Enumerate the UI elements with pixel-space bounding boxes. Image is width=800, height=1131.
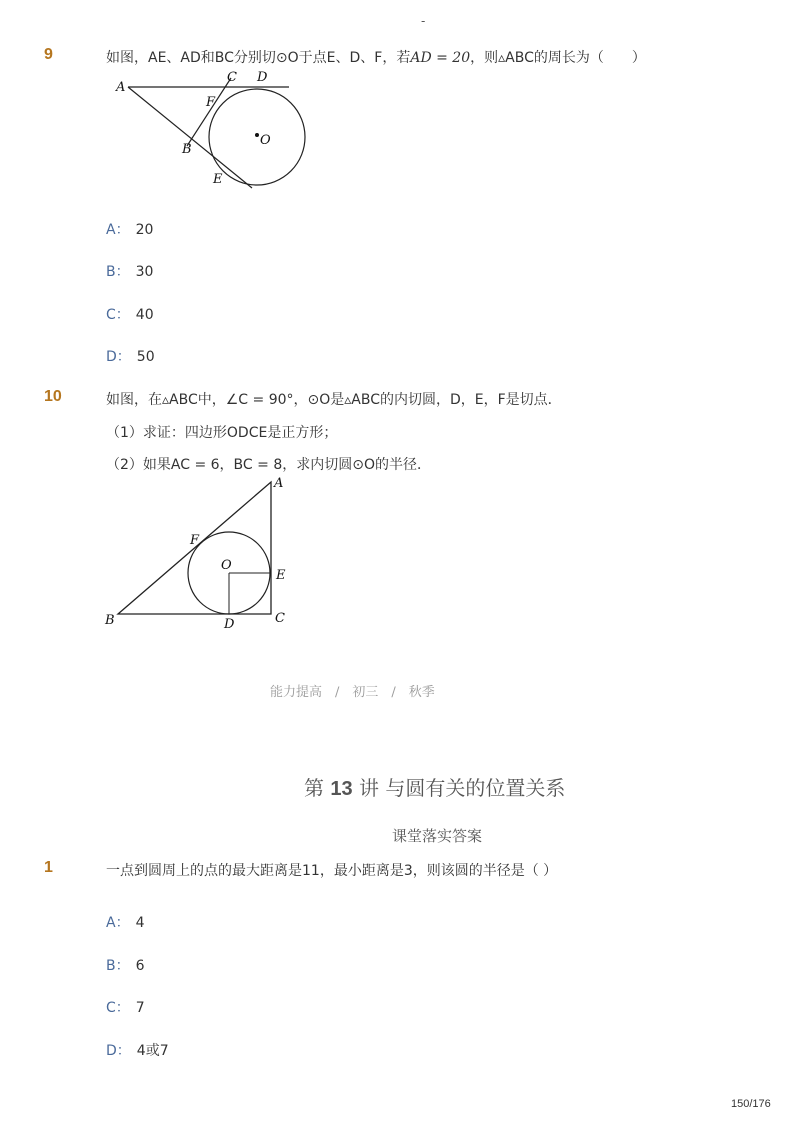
label-b: B	[105, 613, 115, 628]
label-d: D	[224, 617, 235, 632]
chapter-prefix: 第	[304, 776, 324, 800]
option-key: A：	[106, 222, 130, 238]
question-9-option-c[interactable]	[106, 304, 154, 324]
question-9-number: 9	[44, 46, 53, 63]
question-9-option-d[interactable]	[106, 346, 155, 366]
option-key: A：	[106, 915, 130, 931]
label-a: A	[274, 476, 284, 491]
label-o: O	[260, 133, 271, 148]
question-10-number: 10	[44, 388, 62, 405]
question-1-option-c[interactable]	[106, 997, 145, 1017]
option-key: C：	[106, 1000, 130, 1016]
section-subheading: 课堂落实答案	[392, 827, 483, 845]
question-1-text: 一点到圆周上的点的最大距离是11，最小距离是3，则该圆的半径是（ ）	[106, 863, 558, 879]
label-d: D	[257, 70, 268, 85]
question-10-line-2: （1）求证：四边形ODCE是正方形；	[106, 425, 338, 441]
option-key: B：	[106, 958, 130, 974]
option-key: D：	[106, 349, 131, 365]
page-number: 150/176	[731, 1098, 771, 1110]
chapter-number: 13	[330, 778, 353, 800]
question-9-text-part1: 如图，AE、AD和BC分别切⊙O于点E、D、F，若	[106, 50, 411, 66]
label-c: C	[275, 611, 285, 626]
question-9-figure	[100, 66, 320, 196]
question-10-line-1: 如图，在▵ABC中，∠C = 90°，⊙O是▵ABC的内切圆，D，E，F是切点．	[106, 392, 562, 408]
tangent-line-ae	[128, 87, 252, 188]
label-o: O	[221, 558, 232, 573]
option-key: B：	[106, 264, 130, 280]
option-value: 4	[135, 915, 145, 931]
chapter-title	[304, 772, 565, 801]
question-1-option-a[interactable]	[106, 912, 145, 932]
question-10-line-3: （2）如果AC = 6，BC = 8，求内切圆⊙O的半径．	[106, 457, 431, 473]
option-value: 20	[135, 222, 154, 238]
question-1-number: 1	[44, 859, 53, 876]
question-9-equation: AD = 20	[410, 50, 471, 66]
option-value: 7	[135, 1000, 145, 1016]
option-value: 4或7	[136, 1043, 169, 1059]
option-key: C：	[106, 307, 130, 323]
page-footer-breadcrumb: 能力提高 / 初三 / 秋季	[270, 685, 435, 700]
top-mark: -	[421, 14, 426, 28]
option-value: 6	[135, 958, 145, 974]
question-1-option-b[interactable]	[106, 955, 145, 975]
question-9-text-part2: ，则▵ABC的周长为（ ）	[470, 50, 646, 66]
question-9-option-b[interactable]	[106, 261, 153, 281]
option-value: 50	[136, 349, 155, 365]
label-b: B	[182, 142, 192, 157]
option-key: D：	[106, 1043, 131, 1059]
question-10-figure	[98, 472, 303, 637]
label-f: F	[190, 533, 200, 548]
question-9-text	[106, 47, 646, 67]
option-value: 30	[135, 264, 154, 280]
label-c: C	[227, 70, 237, 85]
option-value: 40	[135, 307, 154, 323]
question-9-option-a[interactable]	[106, 219, 153, 239]
question-1-option-d[interactable]	[106, 1040, 169, 1060]
label-e: E	[213, 172, 223, 187]
label-a: A	[116, 80, 126, 95]
center-point-o	[255, 133, 259, 137]
chapter-name: 讲 与圆有关的位置关系	[358, 776, 566, 800]
label-f: F	[206, 95, 216, 110]
label-e: E	[276, 568, 286, 583]
